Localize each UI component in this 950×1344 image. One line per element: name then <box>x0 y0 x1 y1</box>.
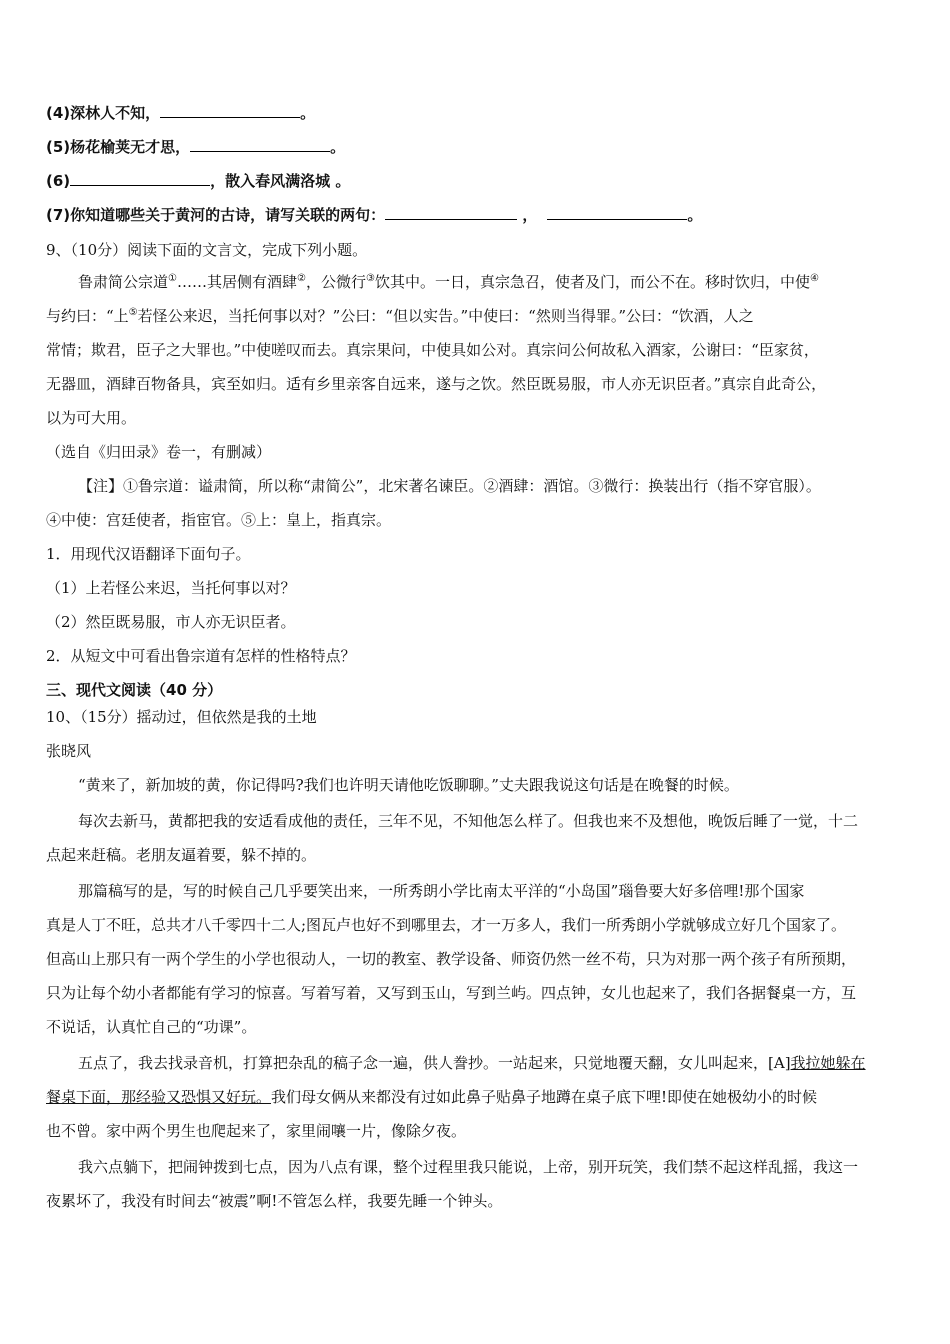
underlined-passage-a: 餐桌下面，那经验又恐惧又好玩。 <box>46 1088 272 1106</box>
sub-question: （1）上若怪公来迟，当托何事以对？ <box>46 579 296 597</box>
sub-question: 2．从短文中可看出鲁宗道有怎样的性格特点？ <box>46 647 356 665</box>
fill-blank-q7: (7)你知道哪些关于黄河的古诗，请写关联的两句： ， 。 <box>46 206 703 224</box>
answer-blank[interactable] <box>547 205 687 220</box>
sub-question: 1．用现代汉语翻译下面句子。 <box>46 545 251 563</box>
author: 张晓风 <box>46 742 92 760</box>
source-citation: （选自《归田录》卷一，有删减） <box>46 443 272 461</box>
q10-header: 10、（15分）摇动过，但依然是我的土地 <box>46 708 317 726</box>
essay-line: 只为让每个幼小者都能有学习的惊喜。写着写着，又写到玉山，写到兰屿。四点钟，女儿也起来了，我们各据餐桌一方，互 <box>46 984 857 1002</box>
essay-line: 每次去新马，黄都把我的安适看成他的责任，三年不见，不知他怎么样了。但我也来不及想他，晚饭后睡了一觉，十二 <box>78 812 859 830</box>
essay-line: 我六点躺下，把闹钟拨到七点，因为八点有课，整个过程里我只能说，上帝，别开玩笑，我们禁不起这样乱摇，我这一 <box>78 1158 859 1176</box>
fill-blank-q5: (5)杨花榆荚无才思， 。 <box>46 138 346 156</box>
annotation-note: ④中使：宫廷使者，指宦官。⑤上：皇上，指真宗。 <box>46 511 392 529</box>
classical-text-line: 无器皿，酒肆百物备具，宾至如归。适有乡里亲客自远来，遂与之饮。然臣既易服，市人亦无识臣者。”真宗自此奇公， <box>46 375 827 393</box>
essay-line: 但高山上那只有一两个学生的小学也很动人，一切的教室、教学设备、师资仍然一丝不苟，只为对那一两个孩子有所预期， <box>46 950 857 968</box>
annotation-note: 【注】①鲁宗道：谥肃简，所以称“肃简公”，北宋著名谏臣。②酒肆：酒馆。③微行：换装出行（指不穿官服）。 <box>78 477 821 495</box>
answer-blank[interactable] <box>160 103 300 118</box>
classical-text-line: 常情；欺君，臣子之大罪也。”中使嗟叹而去。真宗果问，中使具如公对。真宗问公何故私入酒家，公谢曰：“臣家贫， <box>46 341 819 359</box>
essay-line: 不说话，认真忙自己的“功课”。 <box>46 1018 257 1036</box>
fill-blank-q6: (6) ，散入春风满洛城 。 <box>46 172 351 190</box>
classical-text-line: 与约曰：“上⑤若怪公来迟，当托何事以对？”公曰：“但以实告。”中使曰：“然则当得罪。”公曰：“饮酒，人之 <box>46 307 754 325</box>
essay-line: 夜累坏了，我没有时间去“被震”啊!不管怎么样，我要先睡一个钟头。 <box>46 1192 503 1210</box>
essay-line: 餐桌下面，那经验又恐惧又好玩。我们母女俩从来都没有过如此鼻子贴鼻子地蹲在桌子底下哩!即使在她极幼小的时候 <box>46 1088 818 1106</box>
sub-question: （2）然臣既易服，市人亦无识臣者。 <box>46 613 296 631</box>
essay-line: 真是人丁不旺，总共才八千零四十二人;图瓦卢也好不到哪里去，才一万多人，我们一所秀朗小学就够成立好几个国家了。 <box>46 916 847 934</box>
classical-text-line: 以为可大用。 <box>46 409 137 427</box>
answer-blank[interactable] <box>190 137 330 152</box>
q9-header: 9、（10分）阅读下面的文言文，完成下列小题。 <box>46 241 368 259</box>
essay-line: 点起来赶稿。老朋友逼着要，躲不掉的。 <box>46 846 317 864</box>
essay-line: 那篇稿写的是，写的时候自己几乎要笑出来，一所秀朗小学比南太平洋的“小岛国”瑙鲁要大好多倍哩!那个国家 <box>78 882 805 900</box>
essay-line: 五点了，我去找录音机，打算把杂乱的稿子念一遍，供人誊抄。一站起来，只觉地覆天翻，女儿叫起来，[A]我拉她躲在 <box>78 1054 866 1072</box>
answer-blank[interactable] <box>70 171 210 186</box>
essay-line: “黄来了，新加坡的黄，你记得吗?我们也许明天请他吃饭聊聊。”丈夫跟我说这句话是在晚餐的时候。 <box>78 776 739 794</box>
answer-blank[interactable] <box>385 205 517 220</box>
underlined-passage-a: 我拉她躲在 <box>790 1054 866 1072</box>
classical-text-line: 鲁肃简公宗道①……其居侧有酒肆②，公微行③饮其中。一日，真宗急召，使者及门，而公不在。移时饮归，中使④ <box>78 273 819 291</box>
fill-blank-q4: (4)深林人不知， 。 <box>46 104 316 122</box>
essay-line: 也不曾。家中两个男生也爬起来了，家里闹嚷一片，像除夕夜。 <box>46 1122 467 1140</box>
section-title: 三、现代文阅读（40 分） <box>46 681 223 699</box>
